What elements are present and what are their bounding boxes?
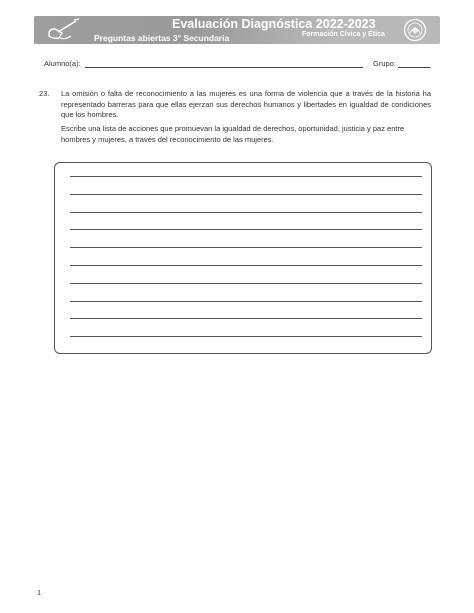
banner-title: Evaluación Diagnóstica 2022-2023: [172, 17, 376, 31]
question-instruction: Escribe una lista de acciones que promuevan la igualdad de derechos, oportunidad, justicia y paz entre hombres y mujeres, a través del reconocimiento de las mujeres.: [61, 124, 405, 144]
answer-line[interactable]: [70, 283, 422, 284]
page-number: 1: [37, 588, 42, 597]
student-name-label: Alumno(a):: [44, 59, 81, 68]
answer-box[interactable]: [54, 162, 432, 354]
question-prompt: La omisión o falta de reconocimiento a las mujeres es una forma de violencia que a través de la historia ha representado barreras para que ellas ejerzan sus derechos humanos y libertades en igualdad de condiciones que los hombres.: [61, 89, 431, 119]
seal-icon: [403, 18, 427, 42]
banner-subtitle: Preguntas abiertas 3° Secundaria: [94, 33, 230, 43]
answer-line[interactable]: [70, 229, 422, 230]
answer-line[interactable]: [70, 212, 422, 213]
question-number: 23.: [39, 89, 50, 98]
answer-line[interactable]: [70, 318, 422, 319]
group-field[interactable]: [398, 67, 430, 68]
pen-hand-icon: [46, 18, 82, 42]
answer-line[interactable]: [70, 247, 422, 248]
group-label: Grupo:: [373, 59, 396, 68]
answer-line[interactable]: [70, 176, 422, 177]
answer-line[interactable]: [70, 301, 422, 302]
answer-line[interactable]: [70, 194, 422, 195]
answer-line[interactable]: [70, 336, 422, 337]
banner-subject: Formación Cívica y Ética: [302, 31, 385, 38]
answer-line[interactable]: [70, 265, 422, 266]
student-name-field[interactable]: [85, 67, 363, 68]
header-banner: [34, 16, 440, 44]
